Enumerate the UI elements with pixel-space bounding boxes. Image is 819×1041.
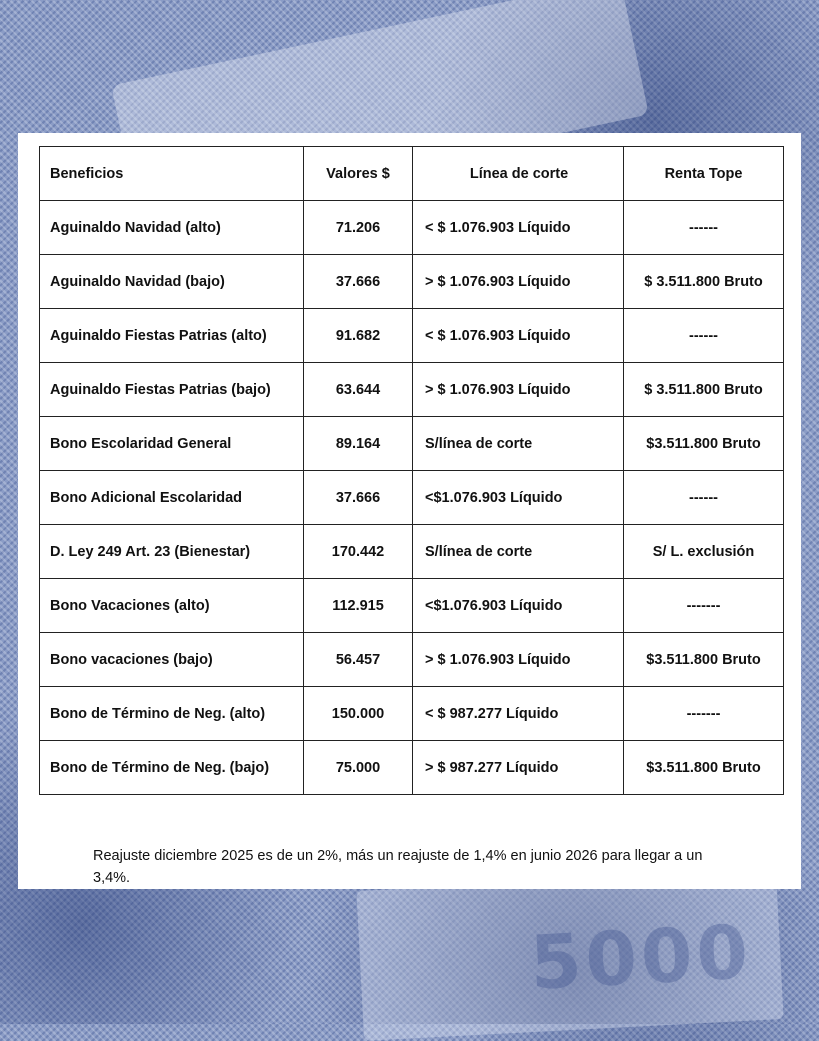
cell-linea-corte: > $ 1.076.903 Líquido	[413, 363, 624, 417]
header-linea-corte: Línea de corte	[413, 147, 624, 201]
benefits-table	[39, 146, 784, 795]
cell-renta-tope: $3.511.800 Bruto	[624, 633, 784, 687]
cell-beneficio: Aguinaldo Navidad (bajo)	[40, 255, 304, 309]
cell-linea-corte: <$1.076.903 Líquido	[413, 471, 624, 525]
cell-valor: 91.682	[304, 309, 413, 363]
cell-valor: 37.666	[304, 255, 413, 309]
benefits-panel	[18, 133, 801, 889]
cell-renta-tope: -------	[624, 687, 784, 741]
table-row	[40, 687, 784, 741]
table-row	[40, 633, 784, 687]
table-row	[40, 471, 784, 525]
cell-renta-tope: ------	[624, 309, 784, 363]
cell-valor: 63.644	[304, 363, 413, 417]
header-beneficios: Beneficios	[40, 147, 304, 201]
reajuste-note: Reajuste diciembre 2025 es de un 2%, más un reajuste de 1,4% en junio 2026 para llegar a un 3,4%.	[93, 848, 703, 886]
table-row	[40, 579, 784, 633]
cell-valor: 37.666	[304, 471, 413, 525]
cell-beneficio: Aguinaldo Fiestas Patrias (alto)	[40, 309, 304, 363]
cell-beneficio: Bono vacaciones (bajo)	[40, 633, 304, 687]
cell-renta-tope: ------	[624, 471, 784, 525]
cell-renta-tope: -------	[624, 579, 784, 633]
table-row	[40, 201, 784, 255]
cell-valor: 170.442	[304, 525, 413, 579]
cell-renta-tope: $3.511.800 Bruto	[624, 741, 784, 795]
cell-linea-corte: < $ 987.277 Líquido	[413, 687, 624, 741]
cell-renta-tope: $3.511.800 Bruto	[624, 417, 784, 471]
table-row	[40, 255, 784, 309]
header-valores: Valores $	[304, 147, 413, 201]
cell-linea-corte: S/línea de corte	[413, 417, 624, 471]
cell-renta-tope: $ 3.511.800 Bruto	[624, 363, 784, 417]
background-banknote-number: 5000	[527, 909, 755, 1007]
cell-linea-corte: > $ 1.076.903 Líquido	[413, 255, 624, 309]
cell-beneficio: Bono de Término de Neg. (bajo)	[40, 741, 304, 795]
table-row	[40, 525, 784, 579]
table-header-row	[40, 147, 784, 201]
cell-renta-tope: ------	[624, 201, 784, 255]
cell-beneficio: D. Ley 249 Art. 23 (Bienestar)	[40, 525, 304, 579]
table-row	[40, 363, 784, 417]
cell-valor: 56.457	[304, 633, 413, 687]
cell-beneficio: Bono Escolaridad General	[40, 417, 304, 471]
table-row	[40, 417, 784, 471]
cell-valor: 150.000	[304, 687, 413, 741]
cell-valor: 71.206	[304, 201, 413, 255]
cell-beneficio: Aguinaldo Fiestas Patrias (bajo)	[40, 363, 304, 417]
cell-renta-tope: $ 3.511.800 Bruto	[624, 255, 784, 309]
cell-beneficio: Aguinaldo Navidad (alto)	[40, 201, 304, 255]
cell-linea-corte: < $ 1.076.903 Líquido	[413, 309, 624, 363]
cell-valor: 112.915	[304, 579, 413, 633]
cell-linea-corte: > $ 987.277 Líquido	[413, 741, 624, 795]
cell-linea-corte: S/línea de corte	[413, 525, 624, 579]
cell-valor: 75.000	[304, 741, 413, 795]
cell-beneficio: Bono Adicional Escolaridad	[40, 471, 304, 525]
cell-beneficio: Bono de Término de Neg. (alto)	[40, 687, 304, 741]
table-row	[40, 309, 784, 363]
header-renta-tope: Renta Tope	[624, 147, 784, 201]
cell-linea-corte: <$1.076.903 Líquido	[413, 579, 624, 633]
cell-beneficio: Bono Vacaciones (alto)	[40, 579, 304, 633]
cell-renta-tope: S/ L. exclusión	[624, 525, 784, 579]
cell-linea-corte: < $ 1.076.903 Líquido	[413, 201, 624, 255]
table-row	[40, 741, 784, 795]
cell-valor: 89.164	[304, 417, 413, 471]
cell-linea-corte: > $ 1.076.903 Líquido	[413, 633, 624, 687]
